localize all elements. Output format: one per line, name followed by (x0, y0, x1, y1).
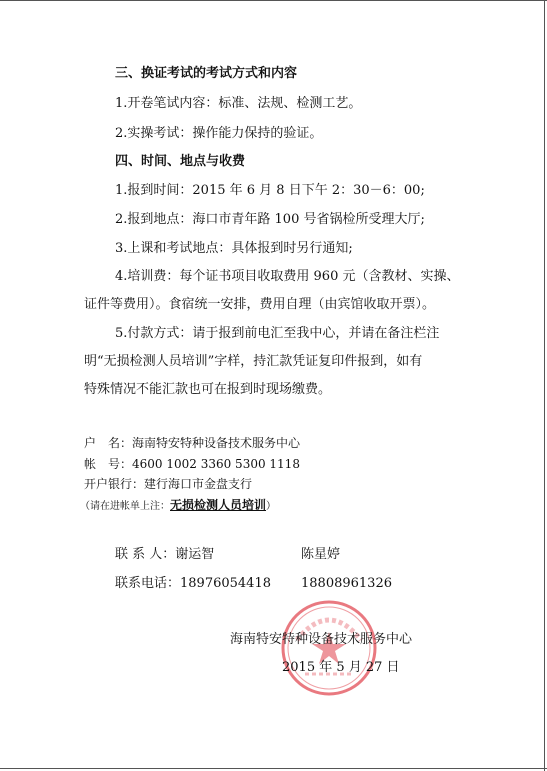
bank-name: 开户银行：建行海口市金盘支行 (84, 477, 253, 491)
s4-item4-line1: 4.培训费：每个证书项目收取费用 960 元（含教材、实操、 (115, 269, 460, 284)
s4-item2: 2.报到地点：海口市青年路 100 号省锅检所受理大厅; (115, 212, 425, 227)
account-name: 户 名：海南特安特种设备技术服务中心 (84, 436, 301, 450)
s4-item4-line2: 证件等费用）。食宿统一安排，费用自理（由宾馆收取开票）。 (84, 297, 436, 312)
remark-value: 无损检测人员培训 (170, 498, 267, 512)
s3-item2: 2.实操考试：操作能力保持的验证。 (115, 126, 323, 141)
section4-heading: 四、时间、地点与收费 (115, 154, 246, 169)
signature-org: 海南特安特种设备技术服务中心 (230, 632, 413, 647)
s4-item3: 3.上课和考试地点：具体报到时另行通知; (115, 241, 353, 256)
s4-item5-line1: 5.付款方式：请于报到前电汇至我中心，并请在备注栏注 (115, 326, 440, 341)
s3-item1: 1.开卷笔试内容：标准、法规、检测工艺。 (115, 96, 362, 111)
contact-phone: 联系电话：18976054418 (115, 576, 271, 591)
s4-item1: 1.报到时间：2015 年 6 月 8 日下午 2：30－6：00; (115, 183, 425, 198)
page-border-right (544, 0, 545, 771)
section3-heading: 三、换证考试的考试方式和内容 (115, 66, 298, 81)
page-border-top (0, 0, 547, 1)
contact-phone-2: 18808961326 (301, 576, 392, 591)
remark-suffix: ） (266, 501, 277, 512)
signature-date: 2015 年 5 月 27 日 (282, 660, 400, 675)
page-border-bottom (0, 768, 547, 769)
remark-prefix: （请在进帐单上注： (80, 501, 170, 512)
official-seal (279, 598, 379, 698)
s4-item5-line3: 特殊情况不能汇款也可在报到时现场缴费。 (84, 382, 332, 397)
contact-person: 联 系 人：谢运智 (115, 547, 215, 562)
s4-item5-line2: 明“无损检测人员培训”字样，持汇款凭证复印件报到，如有 (84, 354, 423, 369)
account-number: 帐 号：4600 1002 3360 5300 1118 (84, 457, 300, 471)
contact-person-2: 陈星婷 (301, 547, 341, 562)
remittance-note (80, 497, 276, 515)
